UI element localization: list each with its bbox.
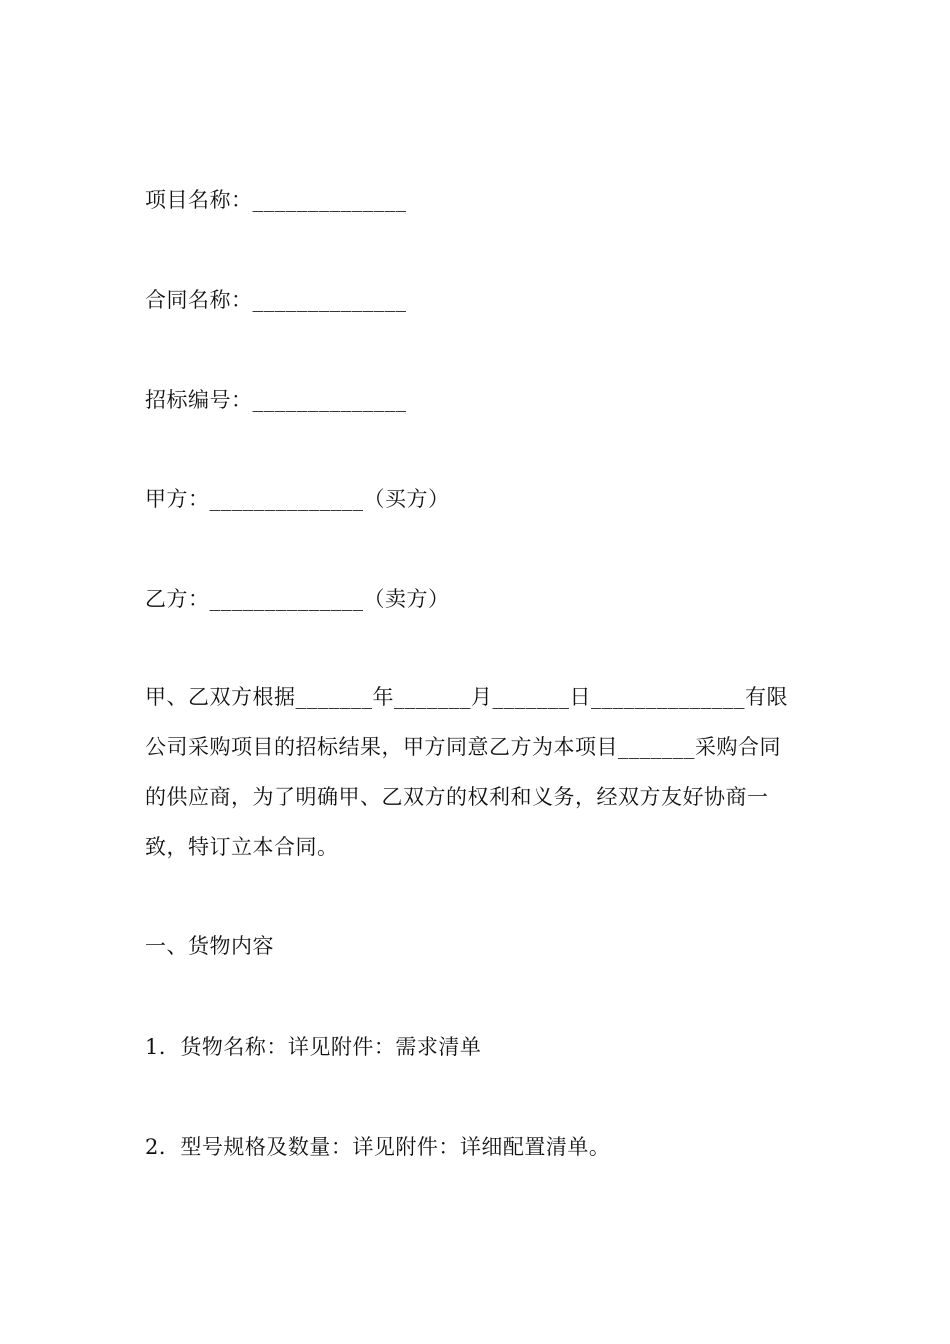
party-b-field: 乙方：______________（卖方） [145,587,450,611]
preamble-line: 的供应商，为了明确甲、乙双方的权利和义务，经双方友好协商一 [145,785,769,809]
preamble-line: 甲、乙双方根据_______年_______月_______日______________有限 [145,685,788,709]
contract-name-field: 合同名称：______________ [145,288,407,312]
preamble-line: 致，特订立本合同。 [145,835,339,859]
preamble-line: 公司采购项目的招标结果，甲方同意乙方为本项目_______采购合同 [145,735,781,759]
section-heading: 一、货物内容 [145,934,274,958]
section-item: 2．型号规格及数量：详见附件：详细配置清单。 [145,1135,611,1159]
section-item: 1．货物名称：详见附件：需求清单 [145,1035,482,1059]
bid-number-field: 招标编号：______________ [145,388,407,412]
preamble-paragraph [145,685,810,885]
party-a-field: 甲方：______________（买方） [145,487,450,511]
project-name-field: 项目名称：______________ [145,188,407,212]
